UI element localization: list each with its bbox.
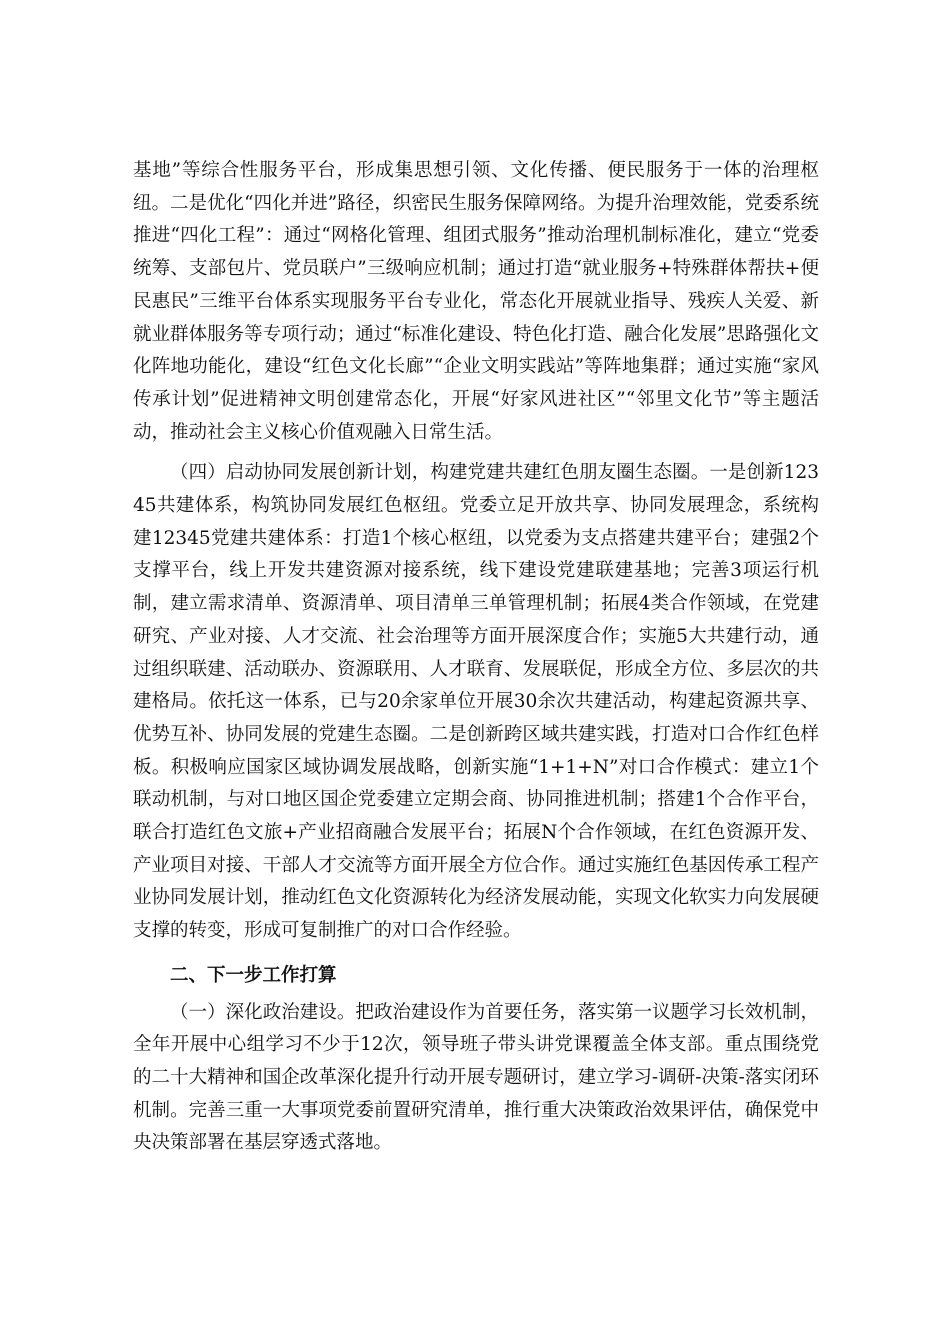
document-body [133,155,819,1160]
paragraph-continuation: 基地”等综合性服务平台，形成集思想引领、文化传播、便民服务于一体的治理枢纽。二是优化“四化并进”路径，织密民生服务保障网络。为提升治理效能，党委系统推进“四化工程”：通过“网格化管理、组团式服务”推动治理机制标准化，建立“党委统筹、支部包片、党员联户”三级响应机制；通过打造“就业服务+特殊群体帮扶+便民惠民”三维平台体系实现服务平台专业化，常态化开展就业指导、残疾人关爱、新就业群体服务等专项行动；通过“标准化建设、特色化打造、融合化发展”思路强化文化阵地功能化，建设“红色文化长廊”“企业文明实践站”等阵地集群；通过实施“家风传承计划”促进精神文明创建常态化，开展“好家风进社区”“邻里文化节”等主题活动，推动社会主义核心价值观融入日常生活。 [133,160,819,443]
paragraph-political-construction: （一）深化政治建设。把政治建设作为首要任务，落实第一议题学习长效机制，全年开展中心组学习不少于12次，领导班子带头讲党课覆盖全体支部。重点围绕党的二十大精神和国企改革深化提升行动开展专题研讨，建立学习-调研-决策-落实闭环机制。完善三重一大事项党委前置研究清单，推行重大决策政治效果评估，确保党中央决策部署在基层穿透式落地。 [133,1001,819,1154]
paragraph-coordinated-development: （四）启动协同发展创新计划，构建党建共建红色朋友圈生态圈。一是创新12345共建体系，构筑协同发展红色枢纽。党委立足开放共享、协同发展理念，系统构建12345党建共建体系：打造1个核心枢纽，以党委为支点搭建共建平台；建强2个支撑平台，线上开发共建资源对接系统，线下建设党建联建基地；完善3项运行机制，建立需求清单、资源清单、项目清单三单管理机制；拓展4类合作领域，在党建研究、产业对接、人才交流、社会治理等方面开展深度合作；实施5大共建行动，通过组织联建、活动联办、资源联用、人才联育、发展联促，形成全方位、多层次的共建格局。依托这一体系，已与20余家单位开展30余次共建活动，构建起资源共享、优势互补、协同发展的党建生态圈。二是创新跨区域共建实践，打造对口合作红色样板。积极响应国家区域协调发展战略，创新实施“1+1+N”对口合作模式：建立1个联动机制，与对口地区国企党委建立定期会商、协同推进机制；搭建1个合作平台，联合打造红色文旅+产业招商融合发展平台；拓展N个合作领域，在红色资源开发、产业项目对接、干部人才交流等方面开展全方位合作。通过实施红色基因传承工程产业协同发展计划，推动红色文化资源转化为经济发展动能，实现文化软实力向发展硬支撑的转变，形成可复制推广的对口合作经验。 [133,462,819,942]
section-heading-next-steps: 二、下一步工作打算 [170,964,337,986]
